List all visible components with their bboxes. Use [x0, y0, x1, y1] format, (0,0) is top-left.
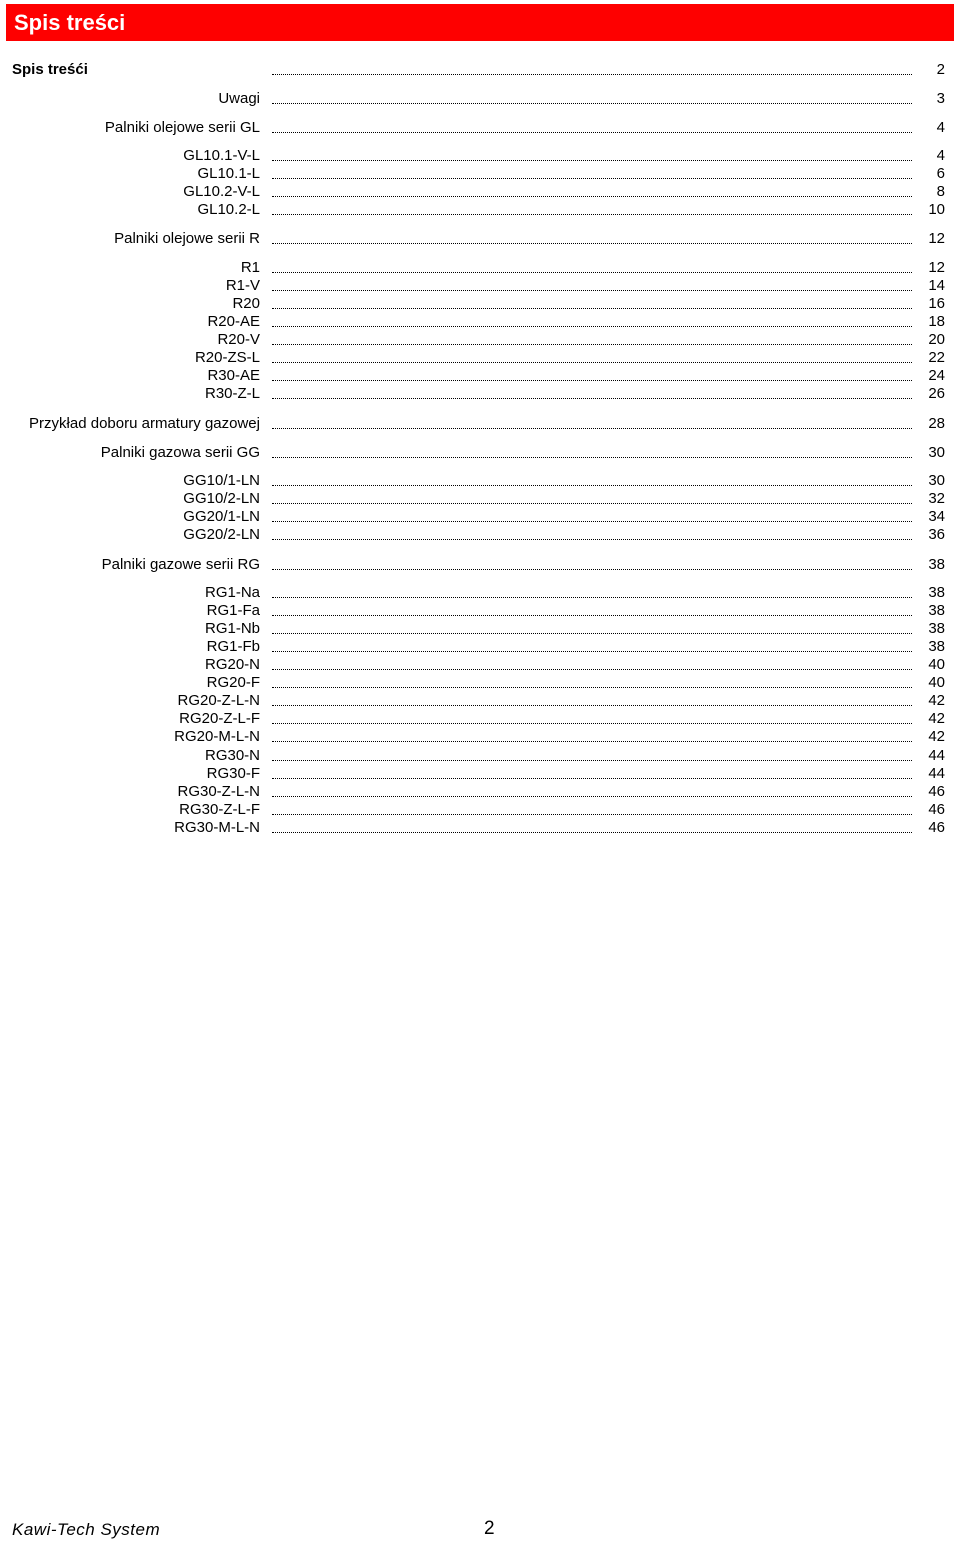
toc-entry-page: 20 — [928, 331, 945, 348]
toc-entry-label: RG20-M-L-N — [174, 728, 260, 745]
toc-entry-label: GG20/1-LN — [183, 508, 260, 525]
toc-entry-label: GL10.1-L — [197, 165, 260, 182]
toc-entry-page: 18 — [928, 313, 945, 330]
toc-entry-page: 46 — [928, 801, 945, 818]
footer-brand-logo: Kawi-Tech System — [12, 1520, 161, 1539]
toc-entry-label: GG10/1-LN — [183, 472, 260, 489]
toc-entry[interactable] — [0, 259, 960, 277]
toc-entry-page: 38 — [928, 556, 945, 573]
toc-leader-dots — [272, 398, 912, 399]
toc-leader-dots — [272, 214, 912, 215]
toc-entry-page: 40 — [928, 674, 945, 691]
toc-entry[interactable] — [0, 385, 960, 403]
toc-leader-dots — [272, 272, 912, 273]
toc-entry-page: 16 — [928, 295, 945, 312]
toc-entry[interactable] — [0, 165, 960, 183]
toc-leader-dots — [272, 380, 912, 381]
toc-leader-dots — [272, 832, 912, 833]
toc-entry-label: GG10/2-LN — [183, 490, 260, 507]
toc-entry-label: R20 — [232, 295, 260, 312]
toc-entry-label: RG20-Z-L-F — [179, 710, 260, 727]
toc-entry-page: 3 — [936, 90, 945, 107]
toc-leader-dots — [272, 196, 912, 197]
toc-leader-dots — [272, 160, 912, 161]
toc-entry-label: RG1-Fa — [206, 602, 260, 619]
toc-entry-page: 46 — [928, 819, 945, 836]
toc-entry-label: RG1-Na — [204, 584, 260, 601]
toc-leader-dots — [272, 597, 912, 598]
toc-leader-dots — [272, 308, 912, 309]
toc-entry-label: Palniki gazowa serii GG — [100, 444, 260, 461]
toc-entry[interactable] — [0, 277, 960, 295]
toc-entry-label: RG30-Z-L-N — [177, 783, 260, 800]
toc-entry[interactable] — [0, 183, 960, 201]
toc-entry-label: R20-AE — [207, 313, 260, 330]
toc-leader-dots — [272, 132, 912, 133]
toc-entry-page: 24 — [928, 367, 945, 384]
toc-entry-page: 8 — [936, 183, 945, 200]
page-title: Spis treści — [14, 10, 126, 35]
toc-entry-label: RG30-F — [206, 765, 260, 782]
toc-entry[interactable] — [0, 119, 960, 137]
toc-entry-label: GL10.1-V-L — [183, 147, 260, 164]
toc-entry-label: RG20-Z-L-N — [177, 692, 260, 709]
toc-entry-label: R20-ZS-L — [194, 349, 260, 366]
toc-leader-dots — [272, 428, 912, 429]
toc-entry-page: 12 — [928, 259, 945, 276]
toc-entry-label: Palniki gazowe serii RG — [101, 556, 260, 573]
toc-entry-page: 38 — [928, 638, 945, 655]
toc-entry-label: GG20/2-LN — [183, 526, 260, 543]
toc-leader-dots — [272, 741, 912, 742]
toc-leader-dots — [272, 344, 912, 345]
toc-entry-page: 28 — [928, 415, 945, 432]
toc-entry-label: Palniki olejowe serii GL — [104, 119, 260, 136]
toc-leader-dots — [272, 569, 912, 570]
toc-entry-label: R30-AE — [207, 367, 260, 384]
toc-entry-label: Przykład doboru armatury gazowej — [29, 415, 260, 432]
toc-entry[interactable] — [0, 415, 960, 433]
toc-leader-dots — [272, 687, 912, 688]
toc-entry-label: RG30-N — [204, 747, 260, 764]
toc-entry-page: 30 — [928, 472, 945, 489]
toc-entry[interactable] — [0, 61, 960, 79]
toc-entry-label: Uwagi — [218, 90, 260, 107]
toc-entry-page: 30 — [928, 444, 945, 461]
toc-leader-dots — [272, 539, 912, 540]
toc-entry[interactable] — [0, 783, 960, 801]
toc-entry[interactable] — [0, 490, 960, 508]
toc-entry-page: 36 — [928, 526, 945, 543]
toc-leader-dots — [272, 778, 912, 779]
footer-page-number: 2 — [484, 1518, 495, 1539]
toc-entry[interactable] — [0, 295, 960, 313]
toc-leader-dots — [272, 521, 912, 522]
toc-entry[interactable] — [0, 90, 960, 108]
toc-entry[interactable] — [0, 472, 960, 490]
toc-entry-page: 46 — [928, 783, 945, 800]
toc-entry[interactable] — [0, 584, 960, 602]
toc-leader-dots — [272, 651, 912, 652]
toc-entry-label: GL10.2-L — [197, 201, 260, 218]
toc-entry[interactable] — [0, 710, 960, 728]
toc-entry-page: 38 — [928, 602, 945, 619]
toc-entry[interactable] — [0, 638, 960, 656]
toc-entry[interactable] — [0, 692, 960, 710]
toc-entry[interactable] — [0, 331, 960, 349]
toc-entry[interactable] — [0, 765, 960, 783]
toc-entry-label: Palniki olejowe serii R — [114, 230, 260, 247]
toc-entry[interactable] — [0, 747, 960, 765]
toc-entry[interactable] — [0, 620, 960, 638]
toc-leader-dots — [272, 633, 912, 634]
toc-entry-page: 22 — [928, 349, 945, 366]
toc-leader-dots — [272, 243, 912, 244]
toc-entry-label: RG20-F — [206, 674, 260, 691]
toc-entry-label: R20-V — [217, 331, 260, 348]
toc-entry[interactable] — [0, 230, 960, 248]
toc-entry-page: 42 — [928, 692, 945, 709]
toc-leader-dots — [272, 723, 912, 724]
toc-entry-page: 44 — [928, 747, 945, 764]
toc-entry[interactable] — [0, 444, 960, 462]
toc-entry-label: RG30-M-L-N — [174, 819, 260, 836]
toc-entry[interactable] — [0, 656, 960, 674]
toc-entry-label: RG30-Z-L-F — [179, 801, 260, 818]
toc-entry[interactable] — [0, 674, 960, 692]
toc-leader-dots — [272, 178, 912, 179]
toc-entry-page: 4 — [936, 147, 945, 164]
toc-entry-page: 42 — [928, 728, 945, 745]
toc-entry-page: 40 — [928, 656, 945, 673]
toc-entry-page: 44 — [928, 765, 945, 782]
toc-entry-label: GL10.2-V-L — [183, 183, 260, 200]
toc-entry[interactable] — [0, 728, 960, 746]
toc-entry[interactable] — [0, 349, 960, 367]
header-bar — [6, 4, 954, 41]
toc-leader-dots — [272, 103, 912, 104]
toc-leader-dots — [272, 669, 912, 670]
toc-entry[interactable] — [0, 819, 960, 837]
toc-entry-page: 38 — [928, 584, 945, 601]
toc-entry[interactable] — [0, 801, 960, 819]
toc-leader-dots — [272, 457, 912, 458]
toc-entry[interactable] — [0, 201, 960, 219]
toc-leader-dots — [272, 760, 912, 761]
toc-entry[interactable] — [0, 556, 960, 574]
toc-leader-dots — [272, 326, 912, 327]
toc-entry-page: 26 — [928, 385, 945, 402]
toc-entry[interactable] — [0, 147, 960, 165]
toc-leader-dots — [272, 74, 912, 75]
toc-entry[interactable] — [0, 508, 960, 526]
toc-entry[interactable] — [0, 526, 960, 544]
toc-leader-dots — [272, 362, 912, 363]
toc-entry-label: R1-V — [225, 277, 260, 294]
toc-entry-label: RG1-Fb — [206, 638, 260, 655]
toc-entry-page: 6 — [936, 165, 945, 182]
toc-entry[interactable] — [0, 313, 960, 331]
toc-entry-page: 38 — [928, 620, 945, 637]
toc-entry-page: 4 — [936, 119, 945, 136]
toc-entry[interactable] — [0, 367, 960, 385]
toc-entry-label: RG20-N — [204, 656, 260, 673]
toc-entry-page: 12 — [928, 230, 945, 247]
toc-leader-dots — [272, 615, 912, 616]
toc-leader-dots — [272, 814, 912, 815]
toc-entry-page: 42 — [928, 710, 945, 727]
toc-leader-dots — [272, 503, 912, 504]
toc-leader-dots — [272, 485, 912, 486]
toc-entry-page: 34 — [928, 508, 945, 525]
toc-entry[interactable] — [0, 602, 960, 620]
toc-entry-label: R1 — [240, 259, 260, 276]
toc-entry-label: Spis treśći — [12, 61, 88, 78]
toc-entry-page: 14 — [928, 277, 945, 294]
toc-entry-page: 2 — [936, 61, 945, 78]
toc-entry-label: R30-Z-L — [204, 385, 260, 402]
toc-leader-dots — [272, 290, 912, 291]
toc-entry-page: 32 — [928, 490, 945, 507]
toc-entry-page: 10 — [928, 201, 945, 218]
toc-leader-dots — [272, 796, 912, 797]
toc-entry-label: RG1-Nb — [204, 620, 260, 637]
toc-leader-dots — [272, 705, 912, 706]
